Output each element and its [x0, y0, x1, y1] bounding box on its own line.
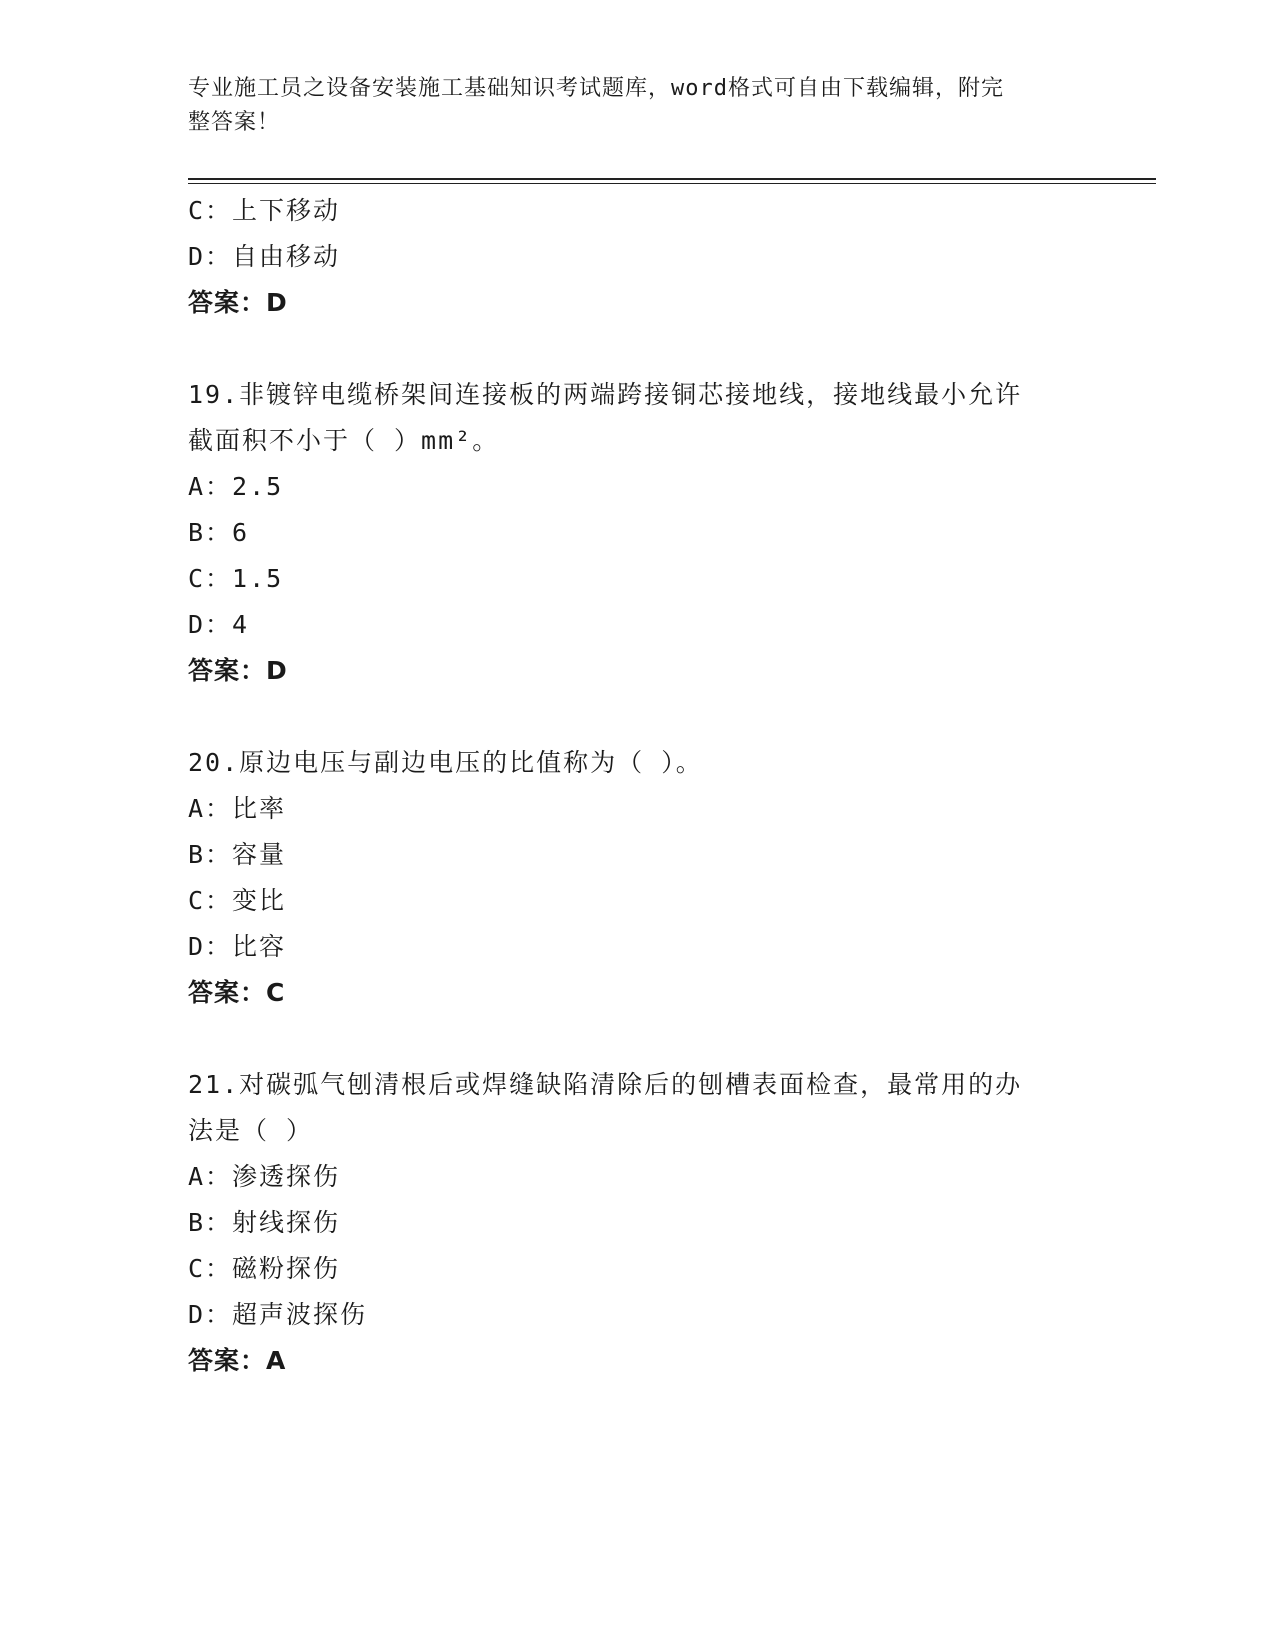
question-stem: 截面积不小于（ ）mm²。	[188, 426, 500, 455]
question-21	[188, 1062, 1088, 1384]
option-a: A：渗透探伤	[188, 1162, 341, 1191]
header-divider	[188, 178, 1156, 180]
option-c: C：磁粉探伤	[188, 1254, 341, 1283]
question-stem: 20.原边电压与副边电压的比值称为（ ）。	[188, 748, 703, 777]
option-b: B：射线探伤	[188, 1208, 341, 1237]
question-list	[188, 188, 1088, 1384]
spacer	[188, 326, 1088, 372]
option-c: C：上下移动	[188, 196, 341, 225]
option-a: A：2.5	[188, 472, 284, 501]
spacer	[188, 694, 1088, 740]
option-d: D：自由移动	[188, 242, 341, 271]
question-19	[188, 372, 1088, 694]
option-b: B：6	[188, 518, 250, 547]
header-line-1: 专业施工员之设备安装施工基础知识考试题库，word格式可自由下载编辑，附完	[188, 76, 1004, 101]
document-header	[188, 72, 1088, 140]
question-20	[188, 740, 1088, 1016]
answer: 答案：A	[188, 1346, 287, 1375]
option-c: C：变比	[188, 886, 287, 915]
option-d: D：比容	[188, 932, 287, 961]
question-stem: 法是（ ）	[188, 1116, 314, 1145]
option-a: A：比率	[188, 794, 287, 823]
answer: 答案：D	[188, 288, 288, 317]
question-stem: 21.对碳弧气刨清根后或焊缝缺陷清除后的刨槽表面检查，最常用的办	[188, 1070, 1023, 1099]
answer: 答案：C	[188, 978, 286, 1007]
option-c: C：1.5	[188, 564, 284, 593]
header-divider-thin	[188, 183, 1156, 184]
previous-question-tail	[188, 188, 1088, 326]
question-stem: 19.非镀锌电缆桥架间连接板的两端跨接铜芯接地线，接地线最小允许	[188, 380, 1023, 409]
spacer	[188, 1016, 1088, 1062]
option-d: D：超声波探伤	[188, 1300, 368, 1329]
answer: 答案：D	[188, 656, 288, 685]
option-d: D：4	[188, 610, 250, 639]
header-line-2: 整答案！	[188, 110, 281, 135]
option-b: B：容量	[188, 840, 287, 869]
